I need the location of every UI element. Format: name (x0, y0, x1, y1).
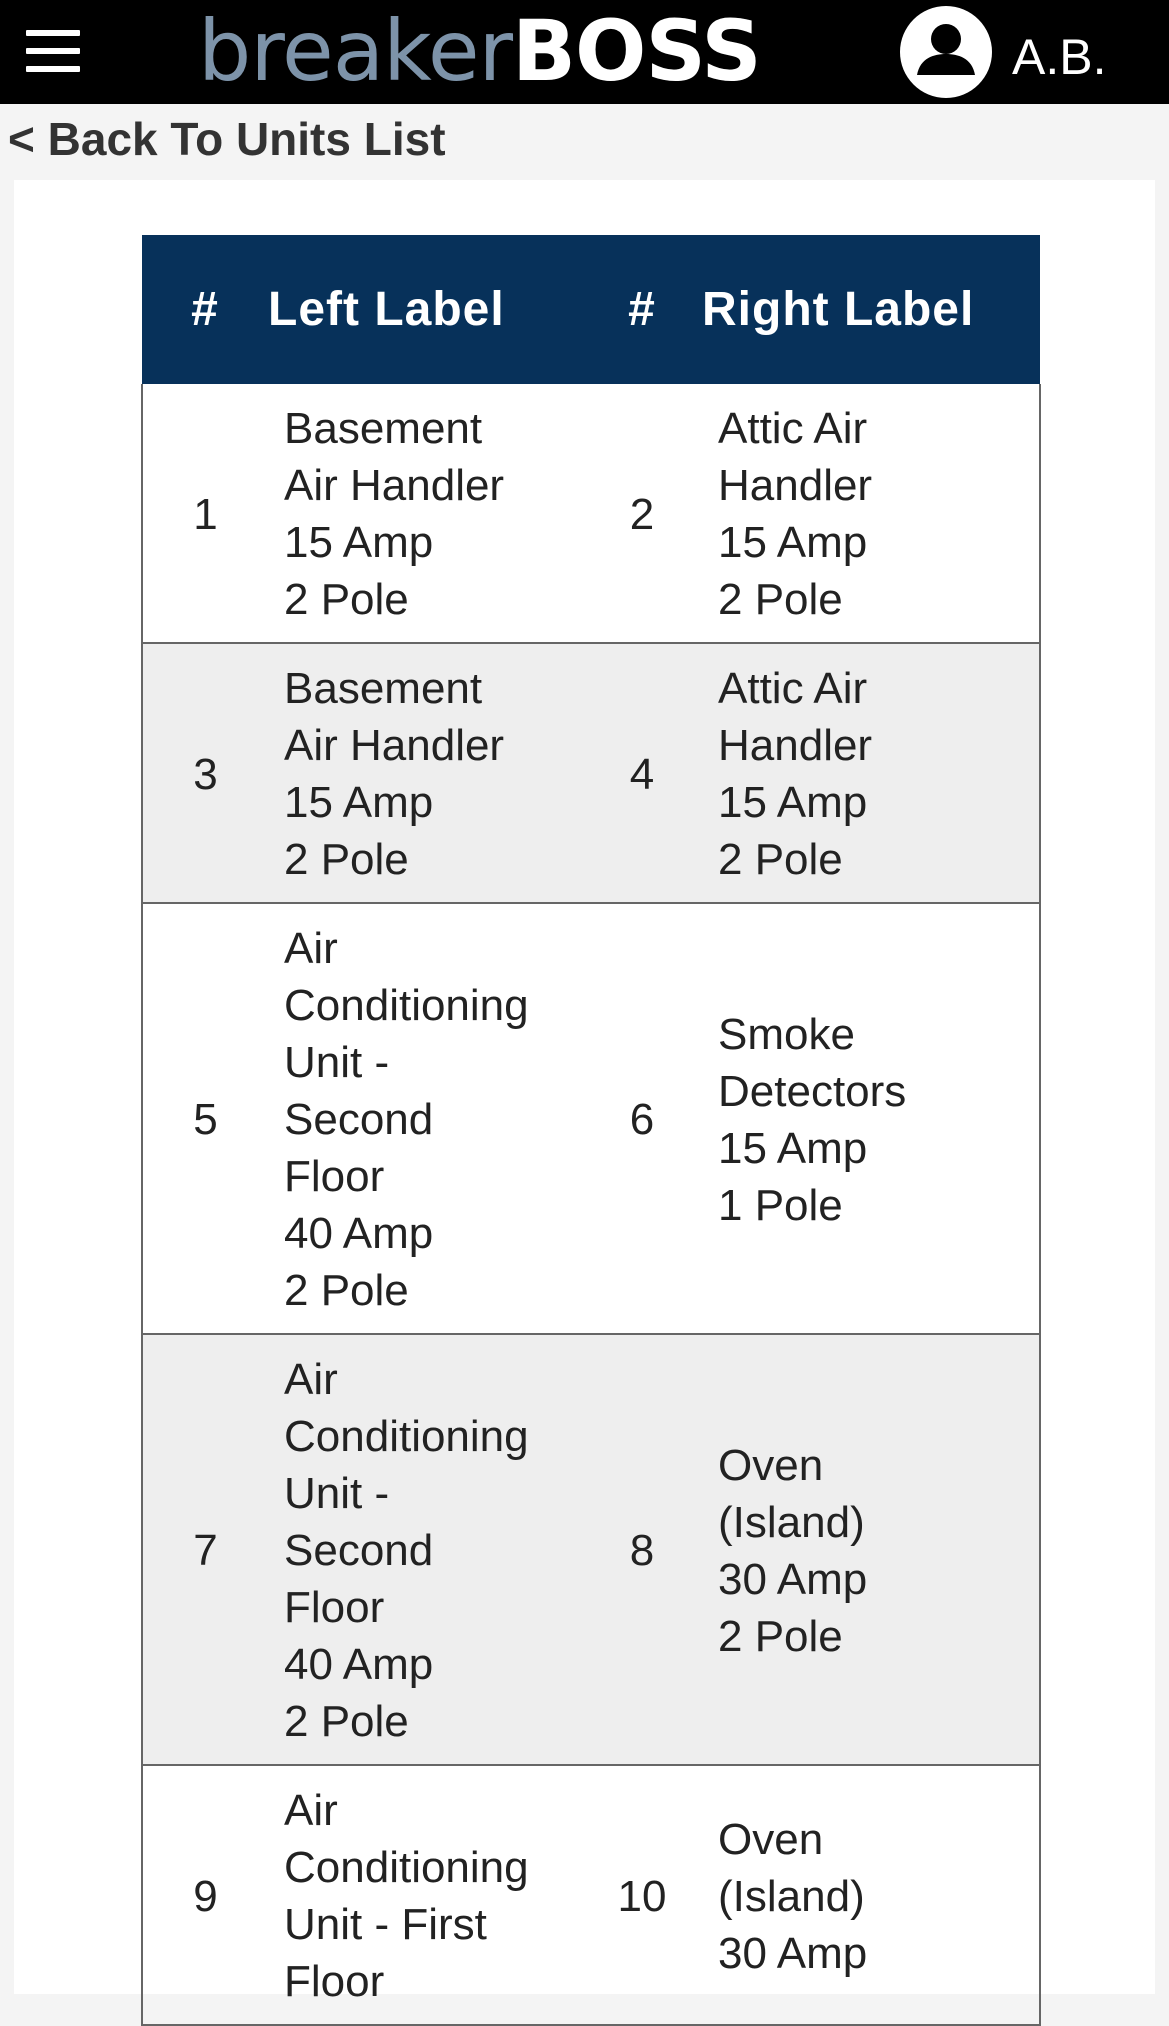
top-bar (0, 0, 1169, 104)
content-panel (14, 180, 1155, 2006)
menu-line (26, 66, 80, 72)
menu-line (26, 30, 80, 36)
label-line: Unit - (284, 1038, 390, 1087)
table-row[interactable] (142, 643, 1040, 903)
label-line: Smoke (718, 1009, 855, 1059)
label-line: Unit - (284, 1469, 390, 1518)
label-line: Air (284, 1355, 338, 1404)
label-line: 2 Pole (718, 835, 843, 884)
left-breaker-label (268, 1334, 582, 1765)
label-line: Handler (718, 461, 873, 510)
label-line: Air Handler (284, 461, 505, 510)
user-avatar-icon (900, 6, 992, 98)
user-initials: A.B. (1012, 29, 1107, 85)
right-breaker-label (702, 384, 1040, 643)
label-line: Floor (284, 1957, 385, 2006)
label-line: Attic Air (718, 404, 868, 453)
label-line: Conditioning (284, 1412, 529, 1461)
left-breaker-label (268, 1765, 582, 2025)
table-row[interactable] (142, 903, 1040, 1334)
right-breaker-label (702, 1334, 1040, 1765)
label-line: Second (284, 1526, 434, 1575)
brand-logo[interactable] (198, 2, 761, 100)
label-line: (Island) (718, 1871, 865, 1921)
label-line: 15 Amp (718, 518, 868, 567)
label-line: Second (284, 1095, 434, 1144)
left-breaker-label (268, 903, 582, 1334)
label-line: Detectors (718, 1066, 907, 1116)
right-breaker-number: 4 (582, 643, 702, 903)
label-line: 15 Amp (718, 778, 868, 827)
label-line: 40 Amp (284, 1640, 434, 1689)
left-breaker-number: 1 (142, 384, 268, 643)
label-line: Floor (284, 1583, 385, 1632)
label-line: 1 Pole (718, 1180, 843, 1230)
label-line: Basement (284, 664, 483, 713)
right-breaker-label (702, 643, 1040, 903)
hamburger-menu-icon[interactable] (22, 26, 82, 78)
table-body (142, 384, 1040, 2025)
breaker-table (141, 235, 1041, 2026)
label-line: 2 Pole (284, 1697, 409, 1746)
label-line: Air Handler (284, 721, 505, 770)
table-row[interactable] (142, 1765, 1040, 2025)
label-line: 2 Pole (284, 1266, 409, 1315)
label-line: Air (284, 1786, 338, 1835)
left-breaker-label (268, 384, 582, 643)
right-breaker-number: 8 (582, 1334, 702, 1765)
label-line: 15 Amp (284, 518, 434, 567)
brand-name-bold: BOSS (512, 2, 761, 100)
brand-name-light: breaker (198, 2, 513, 100)
right-breaker-number: 2 (582, 384, 702, 643)
label-line: Conditioning (284, 1843, 529, 1892)
left-breaker-number: 3 (142, 643, 268, 903)
label-line: 2 Pole (284, 575, 409, 624)
label-line: 40 Amp (284, 1209, 434, 1258)
label-line: Oven (718, 1814, 824, 1864)
menu-line (26, 48, 80, 54)
left-breaker-number: 5 (142, 903, 268, 1334)
header-right-label: Right Label (702, 235, 1040, 384)
label-line: Unit - First (284, 1900, 487, 1949)
header-left-label: Left Label (268, 235, 582, 384)
label-line: Floor (284, 1152, 385, 1201)
left-breaker-label (268, 643, 582, 903)
label-line: Basement (284, 404, 483, 453)
right-breaker-label (702, 1765, 1040, 2025)
label-line: 2 Pole (718, 1611, 843, 1661)
back-to-units-link[interactable]: < Back To Units List (8, 113, 446, 165)
label-line: (Island) (718, 1497, 865, 1547)
label-line: Handler (718, 721, 873, 770)
label-line: Oven (718, 1440, 824, 1490)
right-breaker-number: 10 (582, 1765, 702, 2025)
label-line: 30 Amp (718, 1554, 868, 1604)
label-line: 2 Pole (284, 835, 409, 884)
label-line: Conditioning (284, 981, 529, 1030)
label-line: Attic Air (718, 664, 868, 713)
label-line: 30 Amp (718, 1928, 868, 1978)
right-breaker-label (702, 903, 1040, 1334)
right-breaker-number: 6 (582, 903, 702, 1334)
table-row[interactable] (142, 1334, 1040, 1765)
label-line: Air (284, 924, 338, 973)
header-left-number: # (142, 235, 268, 384)
table-row[interactable] (142, 384, 1040, 643)
table-header-row (142, 235, 1040, 384)
header-right-number: # (582, 235, 702, 384)
left-breaker-number: 9 (142, 1765, 268, 2025)
left-breaker-number: 7 (142, 1334, 268, 1765)
label-line: 2 Pole (718, 575, 843, 624)
label-line: 15 Amp (718, 1123, 868, 1173)
label-line: 15 Amp (284, 778, 434, 827)
